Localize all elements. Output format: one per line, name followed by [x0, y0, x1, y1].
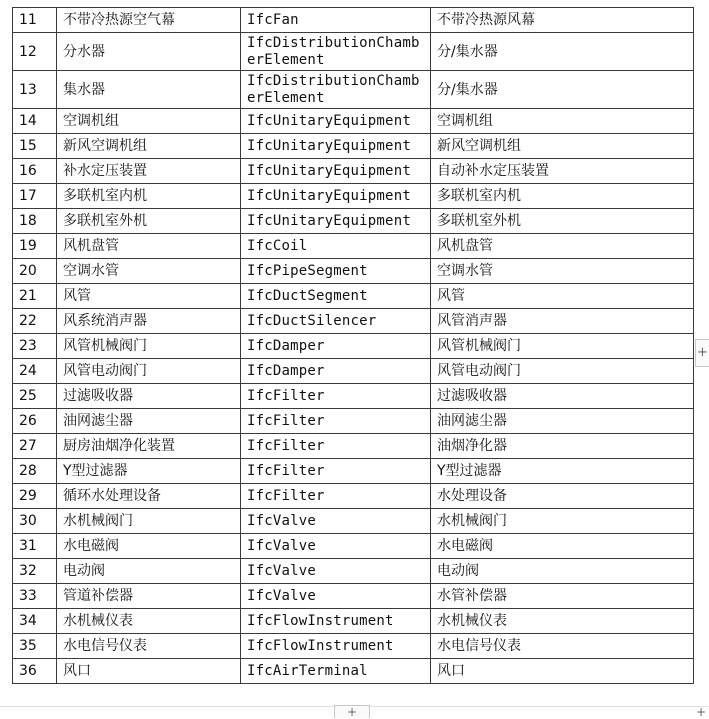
- equipment-name-cell: 水机械仪表: [57, 609, 241, 634]
- description-cell: 电动阀: [431, 559, 694, 584]
- equipment-name-cell: 风管: [57, 284, 241, 309]
- ifc-class-cell: IfcValve: [241, 584, 431, 609]
- ifc-class-cell: IfcDuctSilencer: [241, 309, 431, 334]
- ifc-class-cell: IfcUnitaryEquipment: [241, 184, 431, 209]
- ifc-class-cell: IfcDamper: [241, 334, 431, 359]
- row-number-cell: 32: [13, 559, 57, 584]
- description-cell: 油烟净化器: [431, 434, 694, 459]
- table-row: [13, 33, 694, 71]
- row-number-cell: 18: [13, 209, 57, 234]
- corner-expand-button[interactable]: [695, 706, 707, 718]
- ifc-class-cell: IfcFilter: [241, 409, 431, 434]
- table-row: [13, 509, 694, 534]
- row-number-cell: 34: [13, 609, 57, 634]
- description-cell: 多联机室外机: [431, 209, 694, 234]
- row-number-cell: 15: [13, 134, 57, 159]
- equipment-name-cell: 多联机室内机: [57, 184, 241, 209]
- equipment-name-cell: 风机盘管: [57, 234, 241, 259]
- description-cell: 水处理设备: [431, 484, 694, 509]
- equipment-name-cell: 新风空调机组: [57, 134, 241, 159]
- equipment-name-cell: 分水器: [57, 33, 241, 71]
- row-number-cell: 22: [13, 309, 57, 334]
- row-number-cell: 30: [13, 509, 57, 534]
- ifc-class-cell: IfcUnitaryEquipment: [241, 209, 431, 234]
- description-cell: 风机盘管: [431, 234, 694, 259]
- row-number-cell: 20: [13, 259, 57, 284]
- table-row: [13, 259, 694, 284]
- equipment-name-cell: 管道补偿器: [57, 584, 241, 609]
- table-row: [13, 8, 694, 33]
- ifc-class-cell: IfcPipeSegment: [241, 259, 431, 284]
- equipment-name-cell: 风管电动阀门: [57, 359, 241, 384]
- description-cell: 油网滤尘器: [431, 409, 694, 434]
- table-row: [13, 109, 694, 134]
- table-row: [13, 584, 694, 609]
- description-cell: Y型过滤器: [431, 459, 694, 484]
- description-cell: 风管机械阀门: [431, 334, 694, 359]
- add-column-button[interactable]: [695, 339, 709, 367]
- table-row: [13, 634, 694, 659]
- row-number-cell: 27: [13, 434, 57, 459]
- description-cell: 风管消声器: [431, 309, 694, 334]
- table-row: [13, 159, 694, 184]
- ifc-class-cell: IfcFilter: [241, 459, 431, 484]
- description-cell: 过滤吸收器: [431, 384, 694, 409]
- description-cell: 新风空调机组: [431, 134, 694, 159]
- table-row: [13, 484, 694, 509]
- ifc-class-cell: IfcDistributionChamberElement: [241, 33, 431, 71]
- equipment-name-cell: 电动阀: [57, 559, 241, 584]
- table-row: [13, 434, 694, 459]
- description-cell: 空调机组: [431, 109, 694, 134]
- ifc-class-cell: IfcValve: [241, 559, 431, 584]
- description-cell: 水电磁阀: [431, 534, 694, 559]
- equipment-name-cell: 水电信号仪表: [57, 634, 241, 659]
- row-number-cell: 16: [13, 159, 57, 184]
- table-row: [13, 234, 694, 259]
- plus-icon: +: [695, 705, 707, 719]
- table-row: [13, 71, 694, 109]
- row-number-cell: 17: [13, 184, 57, 209]
- ifc-class-cell: IfcDuctSegment: [241, 284, 431, 309]
- equipment-name-cell: 补水定压装置: [57, 159, 241, 184]
- equipment-name-cell: 循环水处理设备: [57, 484, 241, 509]
- ifc-class-cell: IfcUnitaryEquipment: [241, 159, 431, 184]
- row-number-cell: 28: [13, 459, 57, 484]
- description-cell: 自动补水定压装置: [431, 159, 694, 184]
- ifc-class-cell: IfcValve: [241, 509, 431, 534]
- description-cell: 分/集水器: [431, 33, 694, 71]
- equipment-name-cell: 多联机室外机: [57, 209, 241, 234]
- equipment-name-cell: 不带冷热源空气幕: [57, 8, 241, 33]
- ifc-class-cell: IfcFlowInstrument: [241, 609, 431, 634]
- ifc-class-cell: IfcUnitaryEquipment: [241, 109, 431, 134]
- ifc-class-cell: IfcAirTerminal: [241, 659, 431, 684]
- ifc-class-cell: IfcFilter: [241, 434, 431, 459]
- description-cell: 水电信号仪表: [431, 634, 694, 659]
- description-cell: 风管电动阀门: [431, 359, 694, 384]
- row-number-cell: 26: [13, 409, 57, 434]
- row-number-cell: 35: [13, 634, 57, 659]
- table-row: [13, 134, 694, 159]
- add-row-button[interactable]: [334, 705, 370, 718]
- table-row: [13, 559, 694, 584]
- row-number-cell: 19: [13, 234, 57, 259]
- ifc-class-cell: IfcFlowInstrument: [241, 634, 431, 659]
- equipment-name-cell: 厨房油烟净化装置: [57, 434, 241, 459]
- table-row: [13, 459, 694, 484]
- description-cell: 水机械阀门: [431, 509, 694, 534]
- table-row: [13, 409, 694, 434]
- table-body: [13, 8, 694, 684]
- table-row: [13, 309, 694, 334]
- equipment-name-cell: 风口: [57, 659, 241, 684]
- ifc-class-cell: IfcDistributionChamberElement: [241, 71, 431, 109]
- ifc-class-cell: IfcFilter: [241, 484, 431, 509]
- table-row: [13, 384, 694, 409]
- row-number-cell: 31: [13, 534, 57, 559]
- table-row: [13, 609, 694, 634]
- ifc-class-cell: IfcDamper: [241, 359, 431, 384]
- description-cell: 不带冷热源风幕: [431, 8, 694, 33]
- description-cell: 水管补偿器: [431, 584, 694, 609]
- equipment-name-cell: 过滤吸收器: [57, 384, 241, 409]
- plus-icon: +: [697, 345, 708, 360]
- row-number-cell: 21: [13, 284, 57, 309]
- equipment-name-cell: 空调机组: [57, 109, 241, 134]
- description-cell: 风口: [431, 659, 694, 684]
- table-row: [13, 209, 694, 234]
- equipment-name-cell: 油网滤尘器: [57, 409, 241, 434]
- equipment-name-cell: 集水器: [57, 71, 241, 109]
- description-cell: 水机械仪表: [431, 609, 694, 634]
- row-number-cell: 23: [13, 334, 57, 359]
- description-cell: 风管: [431, 284, 694, 309]
- equipment-name-cell: Y型过滤器: [57, 459, 241, 484]
- ifc-class-cell: IfcUnitaryEquipment: [241, 134, 431, 159]
- equipment-name-cell: 水机械阀门: [57, 509, 241, 534]
- row-number-cell: 33: [13, 584, 57, 609]
- description-cell: 分/集水器: [431, 71, 694, 109]
- row-number-cell: 13: [13, 71, 57, 109]
- table-row: [13, 334, 694, 359]
- ifc-mapping-table: [12, 7, 694, 684]
- equipment-name-cell: 水电磁阀: [57, 534, 241, 559]
- table-row: [13, 359, 694, 384]
- row-number-cell: 12: [13, 33, 57, 71]
- description-cell: 多联机室内机: [431, 184, 694, 209]
- row-number-cell: 11: [13, 8, 57, 33]
- table-row: [13, 184, 694, 209]
- row-number-cell: 29: [13, 484, 57, 509]
- table-row: [13, 284, 694, 309]
- row-number-cell: 36: [13, 659, 57, 684]
- description-cell: 空调水管: [431, 259, 694, 284]
- equipment-name-cell: 风管机械阀门: [57, 334, 241, 359]
- ifc-class-cell: IfcCoil: [241, 234, 431, 259]
- ifc-class-cell: IfcFan: [241, 8, 431, 33]
- equipment-name-cell: 空调水管: [57, 259, 241, 284]
- ifc-class-cell: IfcValve: [241, 534, 431, 559]
- plus-icon: +: [346, 705, 358, 719]
- table-row: [13, 534, 694, 559]
- table-row: [13, 659, 694, 684]
- row-number-cell: 25: [13, 384, 57, 409]
- ifc-class-cell: IfcFilter: [241, 384, 431, 409]
- row-number-cell: 14: [13, 109, 57, 134]
- equipment-name-cell: 风系统消声器: [57, 309, 241, 334]
- row-number-cell: 24: [13, 359, 57, 384]
